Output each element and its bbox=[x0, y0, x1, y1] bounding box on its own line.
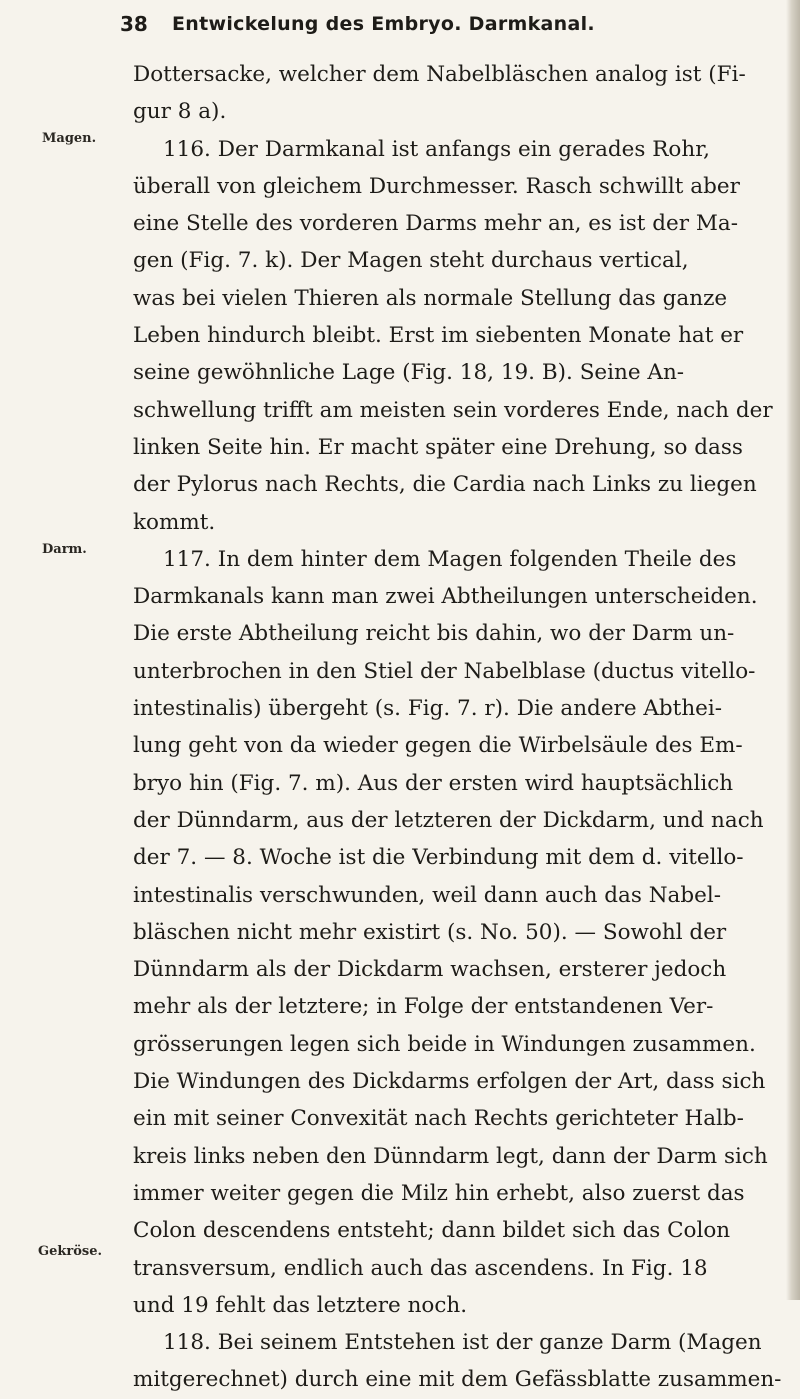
text-line: intestinalis verschwunden, weil dann auch das Nabel- bbox=[133, 882, 722, 908]
paragraph-117-start: 117. In dem hinter dem Magen folgenden Theile des bbox=[163, 546, 737, 572]
margin-note-magen: Magen. bbox=[42, 131, 97, 146]
text-line: Darmkanals kann man zwei Abtheilungen unterscheiden. bbox=[133, 584, 758, 610]
running-title: Entwickelung des Embryo. Darmkanal. bbox=[172, 13, 595, 35]
text-line: gur 8 a). bbox=[133, 99, 227, 125]
text-line: bryo hin (Fig. 7. m). Aus der ersten wird hauptsächlich bbox=[133, 770, 734, 796]
page-header bbox=[0, 6, 800, 46]
text-line: kommt. bbox=[133, 509, 216, 535]
text-line: und 19 fehlt das letztere noch. bbox=[133, 1292, 468, 1318]
text-line: mitgerechnet) durch eine mit dem Gefässblatte zusammen- bbox=[133, 1367, 782, 1393]
text-line: der Pylorus nach Rechts, die Cardia nach Links zu liegen bbox=[133, 472, 757, 498]
paragraph-118-start: 118. Bei seinem Entstehen ist der ganze Darm (Magen bbox=[163, 1330, 762, 1356]
page-edge-shadow bbox=[786, 0, 800, 1300]
text-line: grösserungen legen sich beide in Windungen zusammen. bbox=[133, 1031, 756, 1057]
text-line: der Dünndarm, aus der letzteren der Dickdarm, und nach bbox=[133, 807, 764, 833]
paragraph-116-start: 116. Der Darmkanal ist anfangs ein gerades Rohr, bbox=[163, 136, 710, 162]
text-line: schwellung trifft am meisten sein vorderes Ende, nach der bbox=[133, 397, 773, 423]
text-line: eine Stelle des vorderen Darms mehr an, es ist der Ma- bbox=[133, 211, 738, 237]
text-line: transversum, endlich auch das ascendens. In Fig. 18 bbox=[133, 1255, 708, 1281]
text-line: linken Seite hin. Er macht später eine Drehung, so dass bbox=[133, 434, 743, 460]
text-line: immer weiter gegen die Milz hin erhebt, also zuerst das bbox=[133, 1180, 745, 1206]
text-line: kreis links neben den Dünndarm legt, dann der Darm sich bbox=[133, 1143, 768, 1169]
text-line: intestinalis) übergeht (s. Fig. 7. r). Die andere Abthei- bbox=[133, 696, 723, 722]
text-line: der 7. — 8. Woche ist die Verbindung mit dem d. vitello- bbox=[133, 845, 744, 871]
text-line: lung geht von da wieder gegen die Wirbelsäule des Em- bbox=[133, 733, 743, 759]
text-line: ein mit seiner Convexität nach Rechts gerichteter Halb- bbox=[133, 1106, 744, 1132]
text-line: Die Windungen des Dickdarms erfolgen der Art, dass sich bbox=[133, 1069, 766, 1095]
page-number: 38 bbox=[120, 12, 148, 36]
margin-note-gekroese: Gekröse. bbox=[38, 1244, 103, 1259]
text-line: was bei vielen Thieren als normale Stellung das ganze bbox=[133, 285, 728, 311]
text-line: Dottersacke, welcher dem Nabelbläschen analog ist (Fi- bbox=[133, 62, 746, 87]
text-line: gen (Fig. 7. k). Der Magen steht durchaus vertical, bbox=[133, 248, 689, 274]
text-line: überall von gleichem Durchmesser. Rasch schwillt aber bbox=[133, 173, 740, 199]
text-line: Die erste Abtheilung reicht bis dahin, wo der Darm un- bbox=[133, 621, 735, 647]
text-line: unterbrochen in den Stiel der Nabelblase (ductus vitello- bbox=[133, 658, 756, 684]
text-line: Leben hindurch bleibt. Erst im siebenten Monate hat er bbox=[133, 323, 744, 349]
text-line: Dünndarm als der Dickdarm wachsen, ersterer jedoch bbox=[133, 957, 727, 983]
margin-note-darm: Darm. bbox=[42, 542, 87, 557]
body-text bbox=[133, 56, 788, 1399]
text-line: bläschen nicht mehr existirt (s. No. 50). — Sowohl der bbox=[133, 919, 727, 945]
text-line: seine gewöhnliche Lage (Fig. 18, 19. B). Seine An- bbox=[133, 360, 685, 386]
text-line: mehr als der letztere; in Folge der entstandenen Ver- bbox=[133, 994, 714, 1020]
text-line: Colon descendens entsteht; dann bildet sich das Colon bbox=[133, 1218, 731, 1244]
